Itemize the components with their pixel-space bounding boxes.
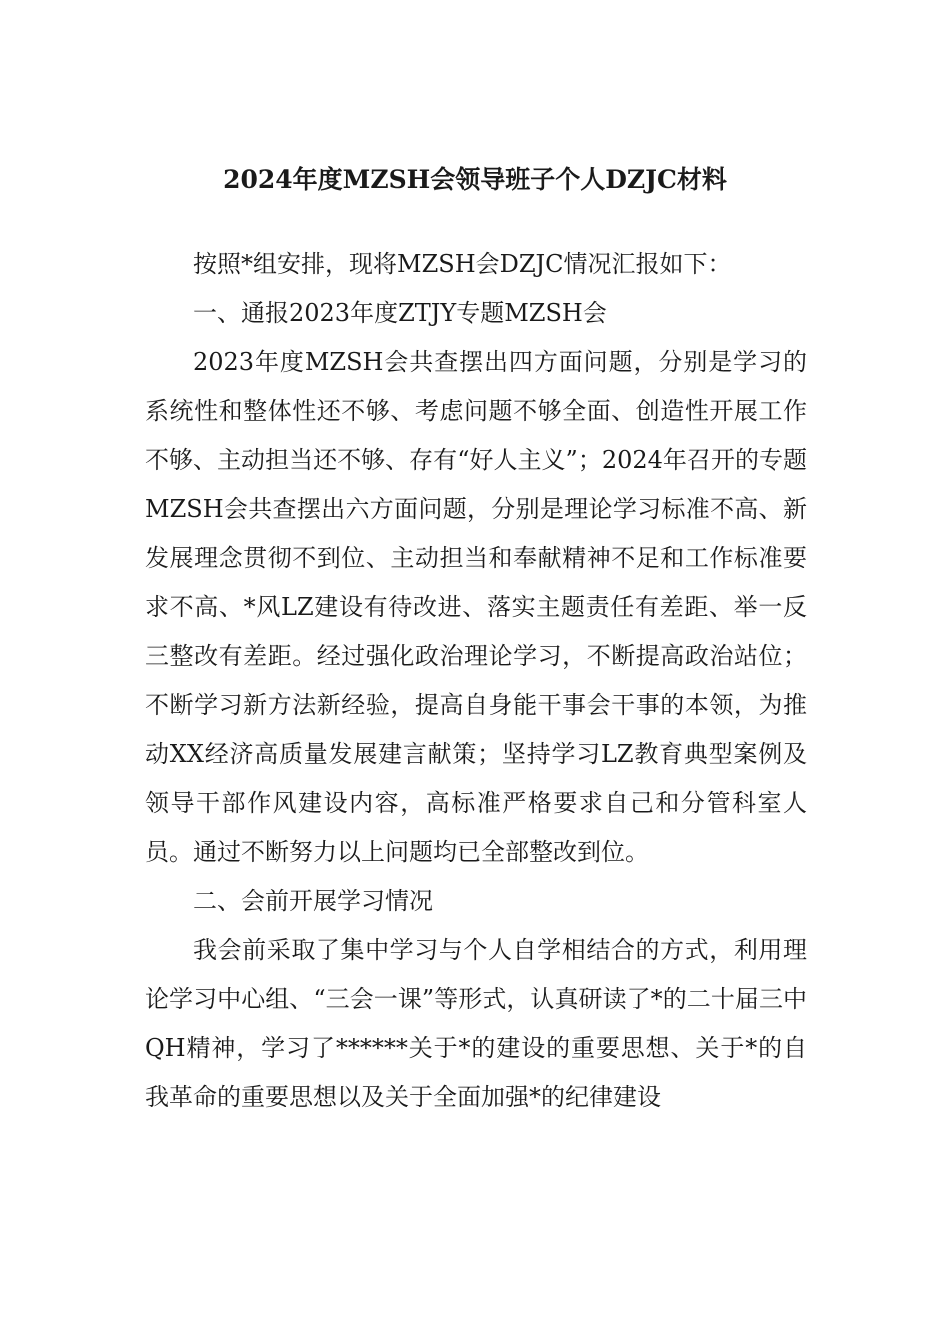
document-title: 2024年度MZSH会领导班子个人DZJC材料 xyxy=(223,165,727,194)
section-2-paragraph: 我会前采取了集中学习与个人自学相结合的方式，利用理论学习中心组、“三会一课”等形式，认真研读了*的二十届三中QH精神，学习了******关于*的建设的重要思想、关于*的自我革命的重要思想以及关于全面加强*的纪律建设 xyxy=(145,936,807,1111)
section-heading-2: 二、会前开展学习情况 xyxy=(193,887,433,915)
intro-paragraph: 按照*组安排，现将MZSH会DZJC情况汇报如下： xyxy=(193,250,732,278)
document-body xyxy=(145,240,807,1122)
section-heading-1: 一、通报2023年度ZTJY专题MZSH会 xyxy=(193,299,607,327)
section-1-paragraph: 2023年度MZSH会共查摆出四方面问题，分别是学习的系统性和整体性还不够、考虑问题不够全面、创造性开展工作不够、主动担当还不够、存有“好人主义”；2024年召开的专题MZSH会共查摆出六方面问题，分别是理论学习标准不高、新发展理念贯彻不到位、主动担当和奉献精神不足和工作标准要求不高、*风LZ建设有待改进、落实主题责任有差距、举一反三整改有差距。经过强化政治理论学习，不断提高政治站位；不断学习新方法新经验，提高自身能干事会干事的本领，为推动XX经济高质量发展建言献策；坚持学习LZ教育典型案例及领导干部作风建设内容，高标准严格要求自己和分管科室人员。通过不断努力以上问题均已全部整改到位。 xyxy=(145,348,807,866)
